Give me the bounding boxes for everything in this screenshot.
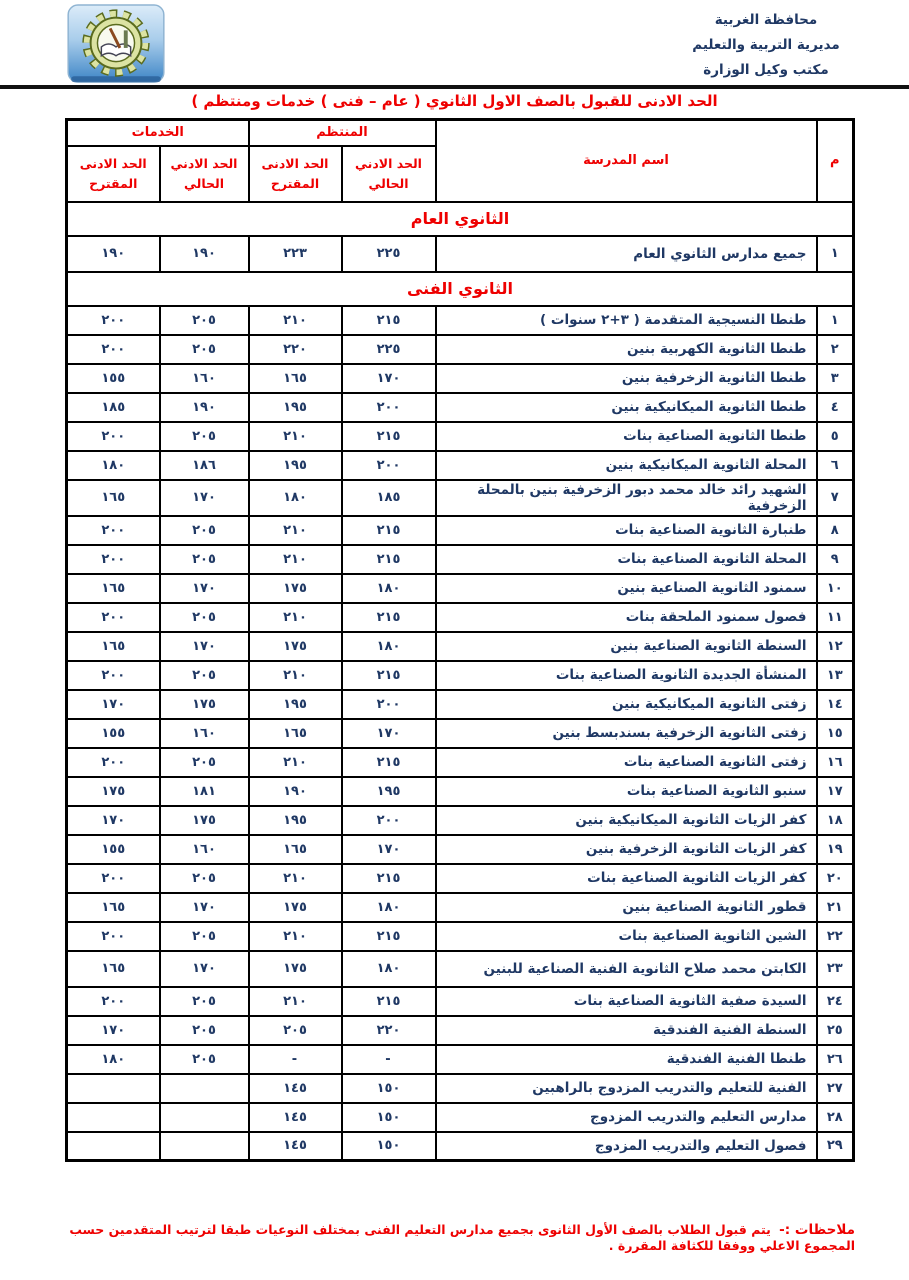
table-row (67, 364, 854, 393)
col-group-regular: المنتظم (249, 120, 436, 146)
services-current-value: ٢٠٥ (160, 545, 249, 574)
table-row (67, 987, 854, 1016)
col-header-services-current: الحد الادني الحالي (160, 146, 249, 202)
school-name: الكابتن محمد صلاح الثانوية الفنية الصناعية للبنين (436, 951, 817, 987)
org-line-governorate: محافظة الغربية (714, 12, 818, 28)
services-current-value: ٢٠٥ (160, 748, 249, 777)
table-row (67, 1045, 854, 1074)
services-current-value: ١٦٠ (160, 719, 249, 748)
regular-current-value: ١٩٥ (342, 777, 436, 806)
row-index: ٨ (817, 516, 854, 545)
services-current-value: ١٧٠ (160, 951, 249, 987)
regular-proposed-value: ٢١٠ (249, 748, 342, 777)
school-name: الفنية للتعليم والتدريب المزدوج بالراهبين (436, 1074, 817, 1103)
school-name: الشهيد رائد خالد محمد دبور الزخرفية بنين بالمحلة الزخرفية (436, 480, 817, 516)
document-title: الحد الادنى للقبول بالصف الاول الثانوي ( عام – فنى ) خدمات ومنتظم ) (191, 92, 718, 110)
regular-current-value: ٢١٥ (342, 661, 436, 690)
services-proposed-value: ١٦٥ (67, 951, 160, 987)
table-row (67, 574, 854, 603)
table-row (67, 516, 854, 545)
services-proposed-value: ٢٠٠ (67, 422, 160, 451)
regular-current-value: ١٥٠ (342, 1103, 436, 1132)
services-current-value: ١٧٥ (160, 806, 249, 835)
section-title: الثانوي الفنى (67, 272, 854, 306)
table-row (67, 1103, 854, 1132)
services-proposed-value: ٢٠٠ (67, 335, 160, 364)
school-name: المحلة الثانوية الصناعية بنات (436, 545, 817, 574)
regular-current-value: ٢١٥ (342, 864, 436, 893)
services-proposed-value: ١٦٥ (67, 574, 160, 603)
services-proposed-value: ١٦٥ (67, 632, 160, 661)
services-proposed-value (67, 1103, 160, 1132)
services-proposed-value: ١٥٥ (67, 719, 160, 748)
regular-proposed-value: - (249, 1045, 342, 1074)
services-current-value: ٢٠٥ (160, 661, 249, 690)
group-header-row (67, 120, 854, 146)
table-row (67, 1016, 854, 1045)
org-line-directorate: مديرية التربية والتعليم (692, 37, 840, 53)
school-name: طنطا النسيجية المتقدمة ( ٣+٢ سنوات ) (436, 306, 817, 335)
table-row (67, 719, 854, 748)
regular-current-value: ٢١٥ (342, 422, 436, 451)
regular-current-value: ١٨٠ (342, 893, 436, 922)
row-index: ٢٤ (817, 987, 854, 1016)
regular-proposed-value: ١٤٥ (249, 1103, 342, 1132)
col-header-regular-current: الحد الادني الحالي (342, 146, 436, 202)
services-proposed-value: ٢٠٠ (67, 306, 160, 335)
row-index: ١١ (817, 603, 854, 632)
regular-proposed-value: ٢١٠ (249, 516, 342, 545)
table-row (67, 480, 854, 516)
row-index: ١٥ (817, 719, 854, 748)
regular-proposed-value: ١٩٥ (249, 451, 342, 480)
regular-proposed-value: ١٧٥ (249, 951, 342, 987)
row-index: ١٤ (817, 690, 854, 719)
row-index: ٢٦ (817, 1045, 854, 1074)
table-row (67, 864, 854, 893)
row-index: ١٨ (817, 806, 854, 835)
regular-current-value: ٢١٥ (342, 545, 436, 574)
table-row (67, 748, 854, 777)
services-current-value: ٢٠٥ (160, 864, 249, 893)
table-row (67, 806, 854, 835)
table-row (67, 306, 854, 335)
services-current-value: ١٨١ (160, 777, 249, 806)
row-index: ٩ (817, 545, 854, 574)
gear-book-pen-icon (66, 4, 166, 86)
footnote-label: ملاحظات :- (779, 1222, 855, 1238)
col-header-index: م (817, 120, 854, 202)
table-row (67, 545, 854, 574)
regular-proposed-value: ٢١٠ (249, 922, 342, 951)
section-row (67, 272, 854, 306)
services-proposed-value: ٢٠٠ (67, 545, 160, 574)
table-row (67, 422, 854, 451)
letterhead (651, 8, 881, 83)
services-current-value (160, 1103, 249, 1132)
regular-current-value: ١٨٠ (342, 574, 436, 603)
row-index: ٧ (817, 480, 854, 516)
table-row (67, 451, 854, 480)
services-proposed-value: ١٨٠ (67, 451, 160, 480)
table-row (67, 922, 854, 951)
regular-proposed-value: ٢١٠ (249, 864, 342, 893)
school-name: طنبارة الثانوية الصناعية بنات (436, 516, 817, 545)
regular-proposed-value: ٢١٠ (249, 987, 342, 1016)
row-index: ٢٥ (817, 1016, 854, 1045)
regular-proposed-value: ١٦٥ (249, 835, 342, 864)
row-index: ٢٣ (817, 951, 854, 987)
services-current-value: ١٧٠ (160, 893, 249, 922)
school-name: طنطا الثانوية الزخرفية بنين (436, 364, 817, 393)
school-name: الشين الثانوية الصناعية بنات (436, 922, 817, 951)
regular-proposed-value: ١٤٥ (249, 1074, 342, 1103)
table-row (67, 1132, 854, 1161)
services-current-value: ١٧٠ (160, 632, 249, 661)
school-name: جميع مدارس الثانوي العام (436, 236, 817, 272)
regular-proposed-value: ١٩٥ (249, 806, 342, 835)
services-proposed-value: ١٩٠ (67, 236, 160, 272)
row-index: ١٠ (817, 574, 854, 603)
regular-proposed-value: ١٨٠ (249, 480, 342, 516)
org-line-office: مكتب وكيل الوزارة (703, 62, 829, 78)
row-index: ٣ (817, 364, 854, 393)
services-proposed-value: ١٥٥ (67, 835, 160, 864)
school-name: المنشأة الجديدة الثانوية الصناعية بنات (436, 661, 817, 690)
school-name: السنطة الفنية الفندقية (436, 1016, 817, 1045)
regular-current-value: ٢٢٠ (342, 1016, 436, 1045)
services-proposed-value (67, 1074, 160, 1103)
table-row (67, 1074, 854, 1103)
services-current-value: ١٩٠ (160, 393, 249, 422)
regular-current-value: ٢٠٠ (342, 690, 436, 719)
row-index: ١٣ (817, 661, 854, 690)
regular-current-value: ٢١٥ (342, 748, 436, 777)
regular-current-value: ٢١٥ (342, 922, 436, 951)
regular-current-value: ٢٠٠ (342, 806, 436, 835)
regular-current-value: ١٥٠ (342, 1132, 436, 1161)
services-current-value: ١٧٥ (160, 690, 249, 719)
services-proposed-value: ٢٠٠ (67, 748, 160, 777)
table-row (67, 236, 854, 272)
row-index: ١ (817, 236, 854, 272)
regular-proposed-value: ١٦٥ (249, 719, 342, 748)
regular-current-value: ٢١٥ (342, 306, 436, 335)
row-index: ٤ (817, 393, 854, 422)
regular-proposed-value: ١٧٥ (249, 632, 342, 661)
regular-proposed-value: ٢١٠ (249, 545, 342, 574)
services-proposed-value: ١٦٥ (67, 480, 160, 516)
services-proposed-value: ٢٠٠ (67, 603, 160, 632)
regular-proposed-value: ٢٢٣ (249, 236, 342, 272)
services-current-value: ١٧٠ (160, 574, 249, 603)
services-proposed-value: ١٧٠ (67, 1016, 160, 1045)
services-current-value: ٢٠٥ (160, 1045, 249, 1074)
school-name: المحلة الثانوية الميكانيكية بنين (436, 451, 817, 480)
services-current-value: ١٦٠ (160, 364, 249, 393)
services-current-value: ٢٠٥ (160, 306, 249, 335)
row-index: ٢١ (817, 893, 854, 922)
row-index: ١ (817, 306, 854, 335)
services-current-value: ٢٠٥ (160, 335, 249, 364)
footnote-text: يتم قبول الطلاب بالصف الأول الثانوى بجميع مدارس التعليم الفنى بمختلف النوعيات طبقا لترتيب المتقدمين حسب المجموع الاعلي ووفقا للكثافة المقررة . (69, 1222, 855, 1253)
services-proposed-value: ٢٠٠ (67, 661, 160, 690)
school-name: زفتى الثانوية الزخرفية بسندبسط بنين (436, 719, 817, 748)
school-name: كفر الزيات الثانوية الميكانيكية بنين (436, 806, 817, 835)
school-name: طنطا الثانوية الصناعية بنات (436, 422, 817, 451)
school-name: كفر الزيات الثانوية الصناعية بنات (436, 864, 817, 893)
school-name: زفتى الثانوية الصناعية بنات (436, 748, 817, 777)
row-index: ٥ (817, 422, 854, 451)
school-name: سمنود الثانوية الصناعية بنين (436, 574, 817, 603)
school-name: السنطة الثانوية الصناعية بنين (436, 632, 817, 661)
regular-current-value: ٢١٥ (342, 603, 436, 632)
services-current-value: ١٩٠ (160, 236, 249, 272)
regular-proposed-value: ١٩٥ (249, 393, 342, 422)
section-row (67, 202, 854, 236)
school-name: سنبو الثانوية الصناعية بنات (436, 777, 817, 806)
school-name: طنطا الثانوية الميكانيكية بنين (436, 393, 817, 422)
services-current-value: ٢٠٥ (160, 987, 249, 1016)
header-divider (0, 85, 909, 89)
services-proposed-value: ١٥٥ (67, 364, 160, 393)
table-row (67, 835, 854, 864)
row-index: ٢٧ (817, 1074, 854, 1103)
school-name: طنطا الثانوية الكهربية بنين (436, 335, 817, 364)
table-row (67, 661, 854, 690)
table-row (67, 603, 854, 632)
section-title: الثانوي العام (67, 202, 854, 236)
row-index: ١٩ (817, 835, 854, 864)
col-header-regular-proposed: الحد الادنى المقترح (249, 146, 342, 202)
school-name: فصول سمنود الملحقة بنات (436, 603, 817, 632)
regular-current-value: ١٨٠ (342, 951, 436, 987)
regular-current-value: ٢٠٠ (342, 451, 436, 480)
col-header-school: اسم المدرسة (436, 120, 817, 202)
regular-current-value: ١٧٠ (342, 364, 436, 393)
regular-current-value: ٢١٥ (342, 516, 436, 545)
min-scores-table (65, 118, 855, 1162)
row-index: ٢٠ (817, 864, 854, 893)
row-index: ٦ (817, 451, 854, 480)
row-index: ١٢ (817, 632, 854, 661)
regular-proposed-value: ٢١٠ (249, 661, 342, 690)
services-current-value (160, 1074, 249, 1103)
regular-proposed-value: ١٤٥ (249, 1132, 342, 1161)
services-current-value: ٢٠٥ (160, 516, 249, 545)
regular-proposed-value: ٢١٠ (249, 422, 342, 451)
regular-current-value: ٢٠٠ (342, 393, 436, 422)
regular-current-value: ١٥٠ (342, 1074, 436, 1103)
school-name: السيدة صفية الثانوية الصناعية بنات (436, 987, 817, 1016)
regular-proposed-value: ٢٢٠ (249, 335, 342, 364)
regular-proposed-value: ١٦٥ (249, 364, 342, 393)
regular-proposed-value: ١٩٠ (249, 777, 342, 806)
education-directorate-logo (66, 4, 166, 86)
services-current-value: ١٧٠ (160, 480, 249, 516)
row-index: ١٧ (817, 777, 854, 806)
row-index: ٢٢ (817, 922, 854, 951)
regular-current-value: ١٨٠ (342, 632, 436, 661)
row-index: ٢ (817, 335, 854, 364)
school-name: قطور الثانوية الصناعية بنين (436, 893, 817, 922)
col-group-services: الخدمات (67, 120, 249, 146)
regular-current-value: ١٨٥ (342, 480, 436, 516)
services-proposed-value: ١٨٠ (67, 1045, 160, 1074)
school-name: مدارس التعليم والتدريب المزدوج (436, 1103, 817, 1132)
row-index: ١٦ (817, 748, 854, 777)
school-name: كفر الزيات الثانوية الزخرفية بنين (436, 835, 817, 864)
table-row (67, 393, 854, 422)
col-header-services-proposed: الحد الادنى المقترح (67, 146, 160, 202)
school-name: فصول التعليم والتدريب المزدوج (436, 1132, 817, 1161)
min-scores-table-body (67, 202, 854, 1161)
services-current-value: ٢٠٥ (160, 603, 249, 632)
table-row (67, 777, 854, 806)
row-index: ٢٨ (817, 1103, 854, 1132)
table-header (67, 120, 854, 202)
regular-proposed-value: ١٩٥ (249, 690, 342, 719)
regular-proposed-value: ١٧٥ (249, 574, 342, 603)
services-proposed-value: ١٨٥ (67, 393, 160, 422)
services-current-value: ١٦٠ (160, 835, 249, 864)
regular-current-value: ٢٢٥ (342, 236, 436, 272)
services-proposed-value: ٢٠٠ (67, 987, 160, 1016)
regular-current-value: ٢١٥ (342, 987, 436, 1016)
regular-current-value: ١٧٠ (342, 719, 436, 748)
regular-current-value: ١٧٠ (342, 835, 436, 864)
services-current-value: ٢٠٥ (160, 1016, 249, 1045)
services-current-value: ١٨٦ (160, 451, 249, 480)
school-name: طنطا الفنية الفندقية (436, 1045, 817, 1074)
services-proposed-value: ١٦٥ (67, 893, 160, 922)
services-proposed-value: ١٧٠ (67, 690, 160, 719)
regular-current-value: - (342, 1045, 436, 1074)
regular-proposed-value: ٢١٠ (249, 306, 342, 335)
services-current-value (160, 1132, 249, 1161)
services-proposed-value: ٢٠٠ (67, 516, 160, 545)
footnote (55, 1222, 855, 1253)
table-row (67, 632, 854, 661)
regular-proposed-value: ٢١٠ (249, 603, 342, 632)
services-proposed-value: ١٧٥ (67, 777, 160, 806)
school-name: زفتى الثانوية الميكانيكية بنين (436, 690, 817, 719)
row-index: ٢٩ (817, 1132, 854, 1161)
table-row (67, 690, 854, 719)
table-row (67, 335, 854, 364)
services-proposed-value (67, 1132, 160, 1161)
regular-current-value: ٢٢٥ (342, 335, 436, 364)
regular-proposed-value: ١٧٥ (249, 893, 342, 922)
services-current-value: ٢٠٥ (160, 922, 249, 951)
table-row (67, 951, 854, 987)
services-proposed-value: ١٧٠ (67, 806, 160, 835)
table-row (67, 893, 854, 922)
services-current-value: ٢٠٥ (160, 422, 249, 451)
services-proposed-value: ٢٠٠ (67, 922, 160, 951)
regular-proposed-value: ٢٠٥ (249, 1016, 342, 1045)
services-proposed-value: ٢٠٠ (67, 864, 160, 893)
